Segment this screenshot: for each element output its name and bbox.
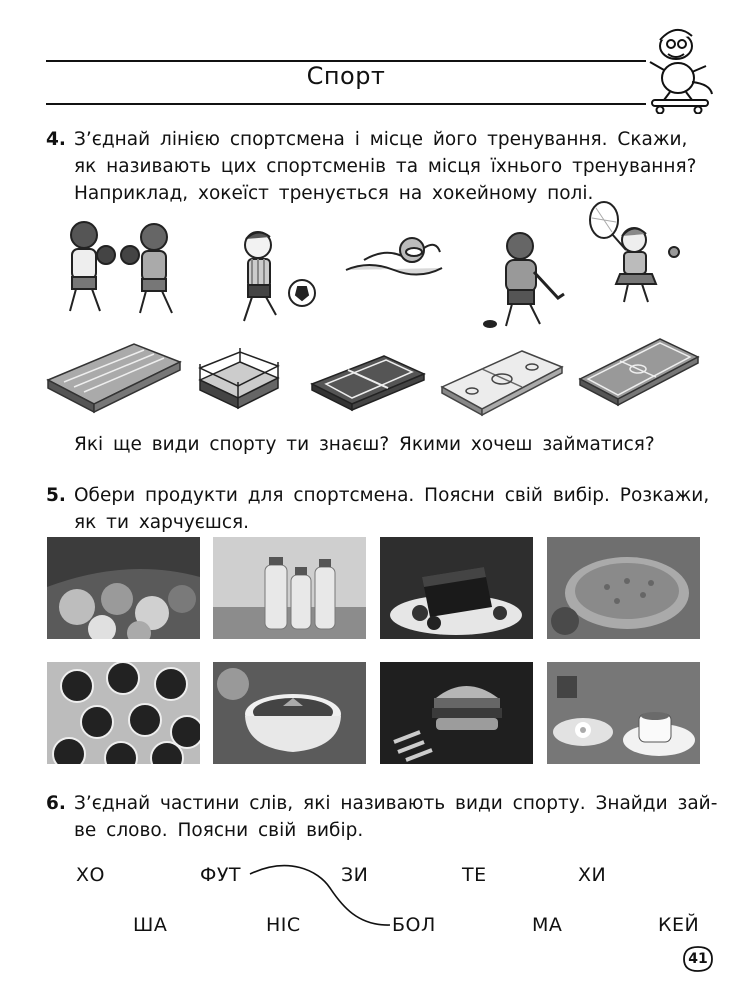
word-part[interactable]: ЗИ <box>341 864 369 886</box>
football-field-icon[interactable] <box>576 333 701 413</box>
word-part[interactable]: ХО <box>76 864 105 886</box>
boxing-ring-icon[interactable] <box>194 348 284 418</box>
word-part[interactable]: НІС <box>266 914 301 936</box>
task-number: 5. <box>46 485 66 506</box>
mascot-on-skateboard-icon <box>640 22 718 114</box>
task-text-line: як називають цих спортсменів та місця їхнього тренування? <box>74 156 697 177</box>
task-4 <box>46 126 706 207</box>
task-text-line: З’єднай частини слів, які називають види спорту. Знайди зай- <box>74 793 718 814</box>
swimmer-icon[interactable] <box>344 230 444 280</box>
swimming-pool-icon[interactable] <box>44 340 184 420</box>
photo-chocolate-cake[interactable] <box>380 537 533 639</box>
task-5 <box>46 482 710 536</box>
header-rule-bottom <box>46 103 646 105</box>
task-6 <box>46 790 718 844</box>
task-text-line: З’єднай лінією спортсмена і місце його тренування. Скажи, <box>74 129 688 150</box>
task-text-line: Наприклад, хокеїст тренується на хокейному полі. <box>74 183 594 204</box>
boxers-icon[interactable] <box>44 215 194 315</box>
task-4-question: Які ще види спорту ти знаєш? Якими хочеш займатися? <box>74 434 655 455</box>
hockey-player-icon[interactable] <box>478 228 568 333</box>
page-number: 41 <box>688 951 708 967</box>
photo-soup-bowl[interactable] <box>213 662 366 764</box>
photo-water-bottles[interactable] <box>213 537 366 639</box>
word-part[interactable]: ТЕ <box>462 864 487 886</box>
word-part[interactable]: КЕЙ <box>658 914 700 936</box>
page-title: Спорт <box>306 62 386 90</box>
tennis-court-icon[interactable] <box>308 348 428 418</box>
photo-vegetables[interactable] <box>47 537 200 639</box>
word-part[interactable]: МА <box>532 914 563 936</box>
word-part[interactable]: БОЛ <box>392 914 436 936</box>
photo-buckwheat-porridge[interactable] <box>547 537 700 639</box>
photo-soda-cans[interactable] <box>47 662 200 764</box>
word-part[interactable]: ХИ <box>578 864 607 886</box>
photo-breakfast-table[interactable] <box>547 662 700 764</box>
tennis-player-icon[interactable] <box>582 198 682 308</box>
photo-burger-and-fries[interactable] <box>380 662 533 764</box>
example-connecting-line <box>248 862 398 932</box>
hockey-rink-icon[interactable] <box>436 343 566 423</box>
football-player-icon[interactable] <box>228 225 323 325</box>
task-number: 4. <box>46 129 66 150</box>
word-part[interactable]: ФУТ <box>200 864 242 886</box>
task-number: 6. <box>46 793 66 814</box>
word-part[interactable]: ША <box>133 914 168 936</box>
task-text-line: ве слово. Поясни свій вибір. <box>74 820 364 841</box>
task-text-line: Обери продукти для спортсмена. Поясни свій вибір. Розкажи, <box>74 485 710 506</box>
task-text-line: як ти харчуєшся. <box>74 512 250 533</box>
